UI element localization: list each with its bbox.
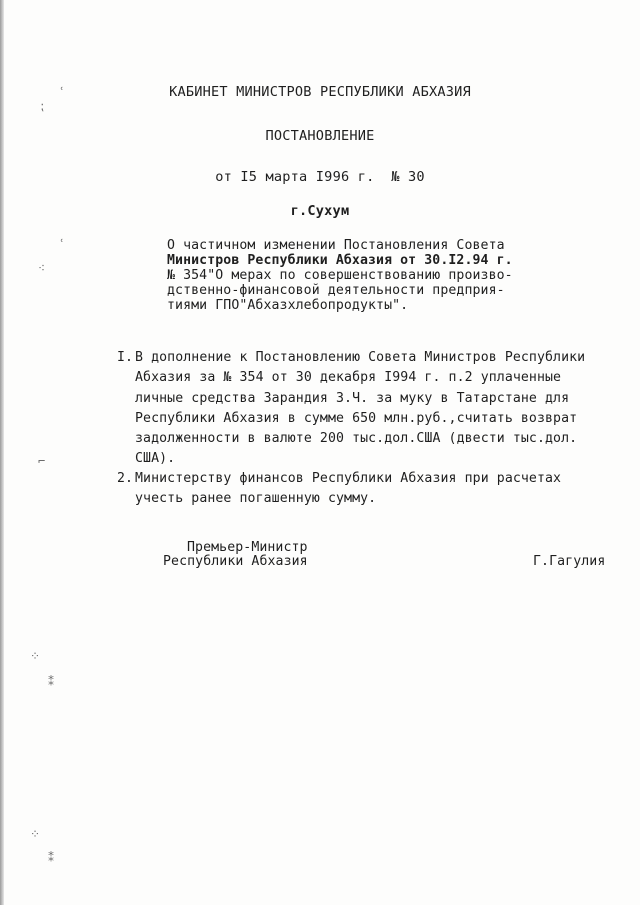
- item-line: учесть ранее погашенную сумму.: [135, 491, 377, 506]
- subject-line: № 354"О мерах по совершенствованию произво-: [167, 268, 513, 283]
- subject-line: Министров Республики Абхазия от 30.I2.94 г.: [167, 253, 513, 268]
- date-and-number: от I5 марта I996 г. № 30: [215, 169, 425, 185]
- item-number: I.: [117, 350, 133, 365]
- place: г.Сухум: [290, 203, 350, 219]
- document-type: ПОСТАНОВЛЕНИЕ: [265, 128, 375, 144]
- scan-speck: ⁖: [38, 261, 46, 275]
- subject-line: дственно-финансовой деятельности предприя-: [167, 283, 505, 298]
- item-line: личные средства Зарандия З.Ч. за муку в Татарстане для: [135, 391, 570, 406]
- item-line: задолженности в валюте 200 тыс.дол.США (двести тыс.дол.: [135, 431, 578, 446]
- item-line: США).: [135, 451, 176, 466]
- item-line: Абхазия за № 354 от 30 декабря I994 г. п.2 уплаченные: [135, 370, 562, 385]
- scan-speck: ʿ: [58, 85, 66, 99]
- item-line: В дополнение к Постановлению Совета Министров Республики: [135, 350, 586, 365]
- scan-speck: ⌐: [38, 454, 46, 468]
- signatory-position: Премьер-Министр: [187, 540, 308, 555]
- scan-speck: ⁑: [48, 851, 54, 865]
- scan-speck: ⁘: [30, 649, 41, 663]
- scan-speck: ⁏: [40, 99, 45, 113]
- scan-speck: ⁘: [30, 827, 41, 841]
- scan-speck: ʿ: [58, 237, 66, 251]
- item-number: 2.: [117, 471, 133, 486]
- subject-line: тиями ГПО"Абхазхлебопродукты".: [167, 298, 409, 313]
- scan-speck: ⁑: [48, 675, 54, 689]
- subject-line: О частичном изменении Постановления Совета: [167, 238, 505, 253]
- organization-title: КАБИНЕТ МИНИСТРОВ РЕСПУБЛИКИ АБХАЗИЯ: [169, 84, 471, 100]
- item-line: Республики Абхазия в сумме 650 млн.руб.,считать возврат: [135, 411, 578, 426]
- signatory-position: Республики Абхазия: [163, 554, 308, 569]
- signatory-name: Г.Гагулия: [533, 554, 606, 569]
- item-line: Министерству финансов Республики Абхазия при расчетах: [135, 471, 562, 486]
